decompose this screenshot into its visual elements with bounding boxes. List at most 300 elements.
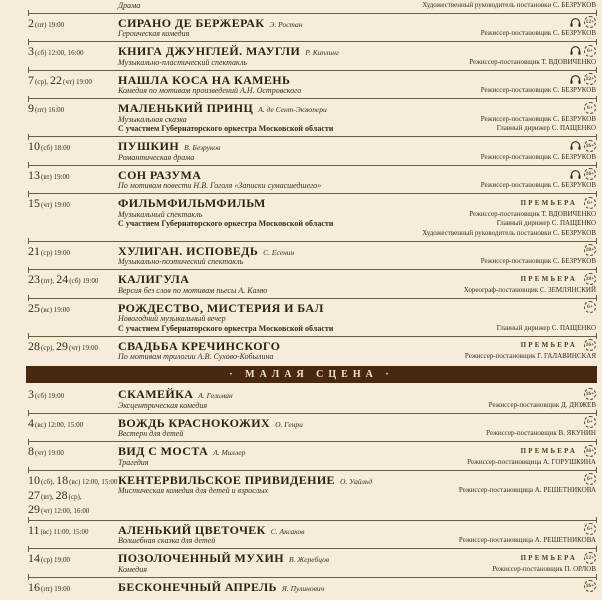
date-day: 28 xyxy=(55,488,68,502)
performance-badges xyxy=(584,244,596,257)
row-divider xyxy=(28,413,597,414)
performance-author: О. Генри xyxy=(275,419,303,429)
date-line xyxy=(28,244,118,261)
date-line xyxy=(28,44,118,61)
performance-title-line xyxy=(118,523,596,537)
premiere-label: ПРЕМЬЕРА xyxy=(520,341,577,349)
performance-title-wrap xyxy=(118,301,324,316)
age-badge: 16+ xyxy=(584,388,596,400)
date-day: 15 xyxy=(28,196,40,210)
row-divider xyxy=(28,70,597,71)
performance-title-line xyxy=(118,444,596,458)
row-divider xyxy=(28,548,597,549)
performance-subtitle: Музыкально-поэтический спектакль xyxy=(118,257,244,266)
premiere-label: ПРЕМЬЕРА xyxy=(520,274,577,283)
date-detail: (чт) 19:00 xyxy=(63,77,92,86)
date-detail: (пт) 19:00 xyxy=(41,584,71,593)
date-detail: (сб) 19:00 xyxy=(69,277,99,285)
performance-credit: Режиссер-постановщик В. ЯКУНИН xyxy=(486,429,596,437)
performance-title-wrap xyxy=(118,196,266,211)
date-detail: (вт) 19:00 xyxy=(41,172,70,181)
performance-author: С. Есенин xyxy=(263,247,295,257)
performance-subtitle: Комедия xyxy=(118,564,147,574)
performance-author: О. Уайльд xyxy=(339,476,373,486)
performance-credit: Режиссер-постановщик С. БЕЗРУКОВ xyxy=(480,29,596,37)
date-line xyxy=(28,503,118,517)
performance-subtitle: Комедия по мотивам произведений А.Н. Островского xyxy=(118,86,302,95)
performance-row xyxy=(0,521,602,549)
performance-title-wrap xyxy=(118,272,189,287)
performance-subtitle: Версия без слов по мотивам пьесы А. Камю xyxy=(118,285,268,295)
performance-dates xyxy=(28,16,118,39)
performance-subline xyxy=(118,229,596,239)
row-divider xyxy=(28,577,597,578)
performance-subtitle: Музыкальная сказка xyxy=(118,114,187,124)
row-divider xyxy=(28,520,597,521)
performance-subline xyxy=(118,181,596,191)
age-badge: 12+ xyxy=(584,73,596,85)
date-day: 3 xyxy=(28,44,34,58)
performance-title: ВИД С МОСТА xyxy=(118,444,209,458)
performance-title: КНИГА ДЖУНГЛЕЙ. МАУГЛИ xyxy=(118,44,301,58)
performance-credit: Художественный руководитель постановки С. БЕЗРУКОВ xyxy=(422,1,596,9)
date-line xyxy=(28,73,118,90)
performance-title: ХУЛИГАН. ИСПОВЕДЬ xyxy=(118,243,259,258)
date-day: 14 xyxy=(28,551,40,565)
performance-row xyxy=(0,270,602,298)
performance-subline xyxy=(118,286,596,296)
performance-content xyxy=(118,16,596,39)
performance-dates xyxy=(28,1,118,11)
performance-badges xyxy=(521,196,596,209)
performance-subline xyxy=(118,536,596,546)
date-detail: (чт) 19:00 xyxy=(41,201,70,209)
performance-credit: Режиссер-постановщик С. БЕЗРУКОВ xyxy=(480,86,596,94)
performance-subtitle: С участием Губернаторского оркестра Московской области xyxy=(118,219,334,228)
date-detail: (вс) 11:00, 15:00 xyxy=(40,527,89,536)
performance-dates xyxy=(28,551,118,574)
age-badge: 6+ xyxy=(584,523,596,535)
age-badge: 6+ xyxy=(584,45,596,57)
date-detail: (вс) 12:00, 15:00 xyxy=(35,420,84,429)
age-badge: 6+ xyxy=(584,301,596,313)
performance-title: КАЛИГУЛА xyxy=(118,272,190,286)
performance-content xyxy=(118,473,596,518)
performance-title-line xyxy=(118,196,596,210)
performance-credit: Режиссер-постановщица А. РЕШЕТНИКОВА xyxy=(458,486,596,494)
date-day: 29 xyxy=(56,338,69,353)
date-line xyxy=(28,196,118,213)
date-day: 23 xyxy=(28,272,40,286)
performance-badges xyxy=(584,387,596,400)
performance-credit: Режиссер-постановщица А. ГОРУШКИНА xyxy=(467,457,596,466)
performance-row xyxy=(0,242,602,270)
row-divider xyxy=(28,98,597,99)
date-line xyxy=(28,301,118,318)
date-detail: (сб) 12:00, 16:00 xyxy=(35,49,84,57)
performance-author: В. Жеребцов xyxy=(288,555,330,564)
performance-title-wrap xyxy=(118,339,280,354)
premiere-label: ПРЕМЬЕРА xyxy=(520,446,577,455)
performance-author: А. де Сент-Экзюпери xyxy=(258,105,327,114)
premiere-label: ПРЕМЬЕРА xyxy=(520,553,577,562)
date-day: 10 xyxy=(28,472,40,487)
performance-subtitle: С участием Губернаторского оркестра Московской области xyxy=(118,124,334,133)
date-detail: (ср), xyxy=(41,343,55,352)
performance-subtitle: Героическая комедия xyxy=(118,29,190,38)
performance-subtitle: Вестерн для детей xyxy=(118,429,184,438)
performance-credit: Режиссер-постановщик Т. ВДОВИЧЕНКО xyxy=(469,57,596,66)
date-detail: (ср), xyxy=(68,493,82,501)
date-day: 4 xyxy=(28,415,34,430)
date-detail: (пт) 19:00 xyxy=(35,20,65,29)
age-badge: 16+ xyxy=(584,140,596,152)
performance-content xyxy=(118,73,596,96)
performance-credit: Режиссер-постановщица А. РЕШЕТНИКОВА xyxy=(458,536,596,544)
section-header-small-stage: · МАЛАЯ СЦЕНА · xyxy=(26,366,597,383)
performance-title: НАШЛА КОСА НА КАМЕНЬ xyxy=(118,72,291,87)
performance-subtitle: Музыкально-пластический спектакль xyxy=(118,57,248,67)
performance-author: А. Миллер xyxy=(213,448,246,457)
performance-credit: Режиссер-постановщик С. БЕЗРУКОВ xyxy=(480,257,596,265)
date-day: 3 xyxy=(28,387,34,401)
age-badge: 18+ xyxy=(584,273,596,285)
performance-credit: Художественный руководитель постановки С. БЕЗРУКОВ xyxy=(422,228,596,237)
performance-badges xyxy=(584,523,596,536)
performance-title-line xyxy=(118,73,596,87)
performance-row xyxy=(0,99,602,136)
performance-title: ФИЛЬМФИЛЬМФИЛЬМ xyxy=(118,196,266,210)
performance-title: РОЖДЕСТВО, МИСТЕРИЯ И БАЛ xyxy=(118,300,324,315)
performance-title-line xyxy=(118,244,596,258)
performance-row xyxy=(0,337,602,365)
performance-title-line xyxy=(118,168,596,182)
performance-row xyxy=(0,137,602,165)
performance-credit: Режиссер-постановщик С. БЕЗРУКОВ xyxy=(480,181,596,189)
performance-dates xyxy=(28,473,118,518)
row-divider xyxy=(28,165,597,166)
date-line xyxy=(28,523,118,540)
row-divider xyxy=(28,336,597,337)
performance-title-wrap xyxy=(118,168,201,183)
premiere-label: ПРЕМЬЕРА xyxy=(520,198,577,207)
performance-subtitle: Новогодний музыкальный вечер xyxy=(118,314,226,323)
performance-badges xyxy=(584,301,596,314)
performance-author: С. Аксаков xyxy=(270,526,305,536)
date-day: 24 xyxy=(56,272,69,286)
performance-subline xyxy=(118,1,596,11)
performance-row xyxy=(0,414,602,442)
performance-title: ВОЖДЬ КРАСНОКОЖИХ xyxy=(118,415,271,430)
performance-title-line xyxy=(118,301,596,315)
age-badge: 6+ xyxy=(584,197,596,209)
age-badge: 16+ xyxy=(584,339,596,351)
performance-subtitle: Эксцентрическая комедия xyxy=(118,400,208,410)
performance-credit: Главный дирижер С. ПАЩЕНКО xyxy=(496,219,596,227)
performance-row xyxy=(0,194,602,241)
headphones-icon xyxy=(570,74,581,85)
row-divider xyxy=(28,241,597,242)
performance-subtitle: Романтическая драма xyxy=(118,152,195,162)
performance-title-line xyxy=(118,473,596,487)
performance-badges xyxy=(521,444,596,457)
performance-dates xyxy=(28,139,118,162)
performance-content xyxy=(118,551,596,574)
date-day: 2 xyxy=(28,15,34,30)
date-line xyxy=(28,16,118,33)
headphones-icon xyxy=(570,169,581,180)
row-divider xyxy=(28,298,597,299)
age-badge: 12+ xyxy=(584,552,596,564)
performance-badges xyxy=(570,73,596,86)
date-detail: (чт) 12:00, 16:00 xyxy=(41,507,90,515)
performance-row xyxy=(0,442,602,470)
date-line xyxy=(28,551,118,568)
performance-subline xyxy=(118,124,596,134)
performance-title-line xyxy=(118,339,596,353)
date-detail: (вт), xyxy=(41,493,54,501)
row-divider xyxy=(28,13,597,14)
date-day: 25 xyxy=(28,300,40,315)
performance-badges xyxy=(570,16,596,29)
performance-content xyxy=(118,272,596,295)
age-badge: 16+ xyxy=(584,445,596,457)
performance-subline xyxy=(118,153,596,163)
date-day: 21 xyxy=(28,243,40,258)
date-day: 18 xyxy=(56,472,69,487)
date-line xyxy=(28,387,118,404)
date-line xyxy=(28,272,118,289)
performance-author: Я. Пулинович xyxy=(281,583,325,593)
performance-dates xyxy=(28,339,118,362)
date-line xyxy=(28,489,118,503)
performance-dates xyxy=(28,168,118,191)
performance-title-line xyxy=(118,101,596,115)
row-divider xyxy=(28,41,597,42)
performance-subline xyxy=(118,58,596,68)
performance-content xyxy=(118,44,596,67)
performance-row xyxy=(0,385,602,413)
date-detail: (пт) 16:00 xyxy=(35,106,65,114)
performance-title-line xyxy=(118,139,596,153)
performance-dates xyxy=(28,101,118,134)
date-detail: (пт), xyxy=(41,277,55,285)
performance-title: КЕНТЕРВИЛЬСКОЕ ПРИВИДЕНИЕ xyxy=(118,472,335,487)
age-badge: 12+ xyxy=(584,16,596,28)
performance-subtitle: Музыкальный спектакль xyxy=(118,209,203,219)
performance-title: АЛЕНЬКИЙ ЦВЕТОЧЕК xyxy=(118,522,266,537)
date-line xyxy=(28,444,118,461)
performance-row xyxy=(0,471,602,520)
performance-dates xyxy=(28,196,118,238)
date-detail: (сб) 19:00 xyxy=(35,392,65,400)
performance-subline xyxy=(118,257,596,267)
date-line xyxy=(28,101,118,118)
performance-credit: Режиссер-постановщик Г. ГАЛАВИНСКАЯ xyxy=(464,352,596,360)
performance-title: ПОЗОЛОЧЕННЫЙ МУХИН xyxy=(118,551,284,565)
performance-badges xyxy=(584,101,596,114)
performance-subtitle: По мотивам трилогии А.В. Сухово-Кобылина xyxy=(118,352,274,361)
performance-author: А. Гельман xyxy=(198,391,233,400)
date-day: 9 xyxy=(28,101,34,115)
date-line xyxy=(28,139,118,156)
headphones-icon xyxy=(570,45,581,56)
performance-author: В. Безруков xyxy=(184,143,221,152)
performance-credit: Режиссер-постановщик П. ОРЛОВ xyxy=(492,564,596,573)
date-line xyxy=(28,339,118,356)
date-detail: (ср) 19:00 xyxy=(41,248,70,257)
date-day: 8 xyxy=(28,444,34,458)
date-detail: (ср) 19:00 xyxy=(41,556,70,564)
performance-credit: Главный дирижер С. ПАЩЕНКО xyxy=(496,124,596,132)
age-badge: 16+ xyxy=(584,580,596,592)
performance-content xyxy=(118,139,596,162)
performance-subline xyxy=(118,219,596,229)
date-day: 7 xyxy=(28,72,34,87)
performance-credit: Режиссер-постановщик Т. ВДОВИЧЕНКО xyxy=(469,209,596,218)
performance-subtitle: Трагедия xyxy=(118,457,149,467)
performance-dates xyxy=(28,44,118,67)
date-day: 10 xyxy=(28,139,40,153)
performance-content xyxy=(118,101,596,134)
performance-subtitle: Волшебная сказка для детей xyxy=(118,536,216,545)
row-divider xyxy=(28,470,597,471)
performance-badges xyxy=(570,44,596,57)
performance-title-wrap xyxy=(118,73,290,88)
age-badge: 18+ xyxy=(584,244,596,256)
performance-row xyxy=(0,578,602,599)
headphones-icon xyxy=(570,17,581,28)
performance-dates xyxy=(28,523,118,546)
date-line xyxy=(28,168,118,185)
performance-content xyxy=(118,301,596,334)
performance-row xyxy=(0,549,602,577)
date-line xyxy=(28,473,118,490)
date-day: 13 xyxy=(28,167,40,182)
performance-content xyxy=(118,387,596,410)
performance-title: СИРАНО ДЕ БЕРЖЕРАК xyxy=(118,15,265,30)
date-detail: (чт) 19:00 xyxy=(35,449,64,457)
performance-subtitle: По мотивам повести Н.В. Гоголя «Записки сумасшедшего» xyxy=(118,181,322,190)
performance-dates xyxy=(28,301,118,334)
performance-badges xyxy=(584,473,596,486)
performance-subline xyxy=(118,210,596,220)
performance-badges xyxy=(521,551,596,564)
row-divider xyxy=(28,441,597,442)
row-divider xyxy=(28,136,597,137)
performance-subline xyxy=(118,401,596,411)
performance-badges xyxy=(521,339,596,352)
date-detail: (чт) 19:00 xyxy=(69,343,98,352)
age-badge: 16+ xyxy=(584,168,596,180)
performance-dates xyxy=(28,73,118,96)
date-line xyxy=(28,580,118,597)
performance-content xyxy=(118,580,596,597)
schedule-list xyxy=(0,13,602,599)
performance-dates xyxy=(28,580,118,597)
performance-content xyxy=(118,339,596,362)
performance-title: БЕСКОНЕЧНЫЙ АПРЕЛЬ xyxy=(118,579,277,594)
date-day: 22 xyxy=(50,72,63,87)
performance-dates xyxy=(28,244,118,267)
performance-title-line xyxy=(118,16,596,30)
date-detail: (сб), xyxy=(41,477,55,486)
date-detail: (ср), xyxy=(35,77,49,86)
performance-title-line xyxy=(118,580,596,594)
date-line xyxy=(28,416,118,433)
performance-badges xyxy=(521,272,596,285)
performance-content xyxy=(118,196,596,238)
performance-badges xyxy=(584,580,596,593)
performance-subtitle: С участием Губернаторского оркестра Московской области xyxy=(118,323,334,333)
performance-title-line xyxy=(118,272,596,286)
performance-row xyxy=(0,299,602,336)
row-divider xyxy=(28,269,597,270)
age-badge: 6+ xyxy=(584,473,596,485)
performance-content xyxy=(118,1,596,11)
performance-dates xyxy=(28,387,118,410)
performance-title: СВАДЬБА КРЕЧИНСКОГО xyxy=(118,338,281,353)
headphones-icon xyxy=(570,140,581,151)
date-day: 16 xyxy=(28,579,40,594)
performance-title-line xyxy=(118,551,596,565)
performance-title: МАЛЕНЬКИЙ ПРИНЦ xyxy=(118,101,254,115)
date-detail: (сб) 18:00 xyxy=(41,144,71,152)
date-detail: (вс) 19:00 xyxy=(41,305,70,314)
date-day: 28 xyxy=(28,338,40,353)
performance-subline xyxy=(118,352,596,362)
performance-content xyxy=(118,416,596,439)
performance-row xyxy=(0,71,602,99)
performance-subline xyxy=(118,86,596,96)
performance-row-partial xyxy=(0,0,602,13)
performance-title-line xyxy=(118,387,596,401)
performance-author: Р. Киплинг xyxy=(305,48,339,57)
performance-title-wrap xyxy=(118,580,324,596)
performance-subline xyxy=(118,324,596,334)
date-day: 29 xyxy=(28,502,40,516)
performance-dates xyxy=(28,416,118,439)
performance-title: СОН РАЗУМА xyxy=(118,167,202,182)
performance-row xyxy=(0,42,602,70)
performance-subtitle: Драма xyxy=(118,1,141,10)
performance-subtitle: Мистическая комедия для детей и взрослых xyxy=(118,486,269,495)
performance-badges xyxy=(570,168,596,181)
performance-dates xyxy=(28,444,118,467)
performance-title-wrap xyxy=(118,551,329,567)
performance-title-line xyxy=(118,416,596,430)
age-badge: 6+ xyxy=(584,102,596,114)
performance-badges xyxy=(584,416,596,429)
performance-credit: Режиссер-постановщик Д. ДЮЖЕВ xyxy=(488,400,596,409)
performance-content xyxy=(118,523,596,546)
performance-content xyxy=(118,168,596,191)
performance-subline xyxy=(118,314,596,324)
performance-title: ПУШКИН xyxy=(118,139,180,153)
age-badge: 6+ xyxy=(584,416,596,428)
performance-dates xyxy=(28,272,118,295)
performance-title: СКАМЕЙКА xyxy=(118,387,194,401)
performance-badges xyxy=(570,139,596,152)
performance-credit: Главный дирижер С. ПАЩЕНКО xyxy=(496,323,596,332)
performance-content xyxy=(118,244,596,267)
performance-row xyxy=(0,166,602,194)
performance-credit: Режиссер-постановщик С. БЕЗРУКОВ xyxy=(480,152,596,161)
performance-credit: Режиссер-постановщик С. БЕЗРУКОВ xyxy=(480,114,596,123)
row-divider xyxy=(28,193,597,194)
performance-author: Э. Ростан xyxy=(269,19,303,29)
date-day: 27 xyxy=(28,488,40,502)
